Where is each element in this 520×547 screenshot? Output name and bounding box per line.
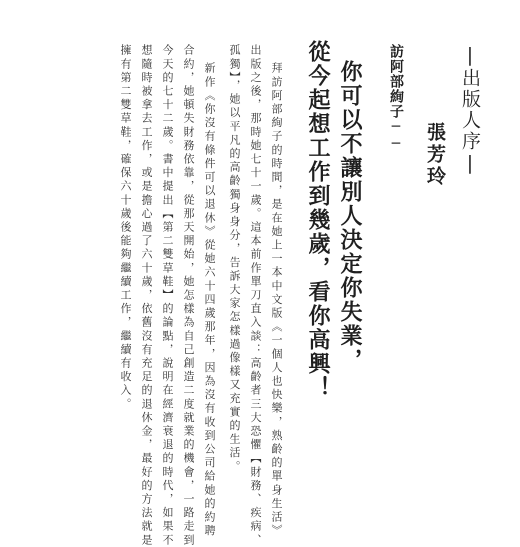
body-line: 拜訪阿部絢子的時間，是在她上一本中文版《一個人也快樂，熟齡的單身生活》 <box>270 62 283 538</box>
body-line: 擁有第二雙草鞋，確保六十歲後能夠繼續工作，繼續有收入。 <box>119 44 132 412</box>
headline-line-1: 你可以不讓別人決定你失業， <box>337 60 363 372</box>
body-line: 孤獨】，她以平凡的高齡獨身身分，告訴大家怎樣過像樣又充實的生活。 <box>228 44 241 474</box>
body-line: 新作《你沒有條件可以退休》從她六十四歲那年，因為沒有收到公司給她的約聘 <box>203 62 216 538</box>
headline-line-2: 從今起想工作到幾歲，看你高興！ <box>305 40 331 400</box>
interview-subtitle: 訪阿部絢子── <box>388 44 404 153</box>
body-line: 出版之後，那時她七十一歲。這本前作單刀直入談：高齡者三大恐懼【財務、疾病、 <box>249 44 262 547</box>
section-title: |出版人序| <box>459 44 481 176</box>
author-name: 張芳玲 <box>424 122 446 188</box>
body-line: 今天的七十二歲。書中提出【第二雙草鞋】的論點，說明在經濟衰退的時代，如果不 <box>161 44 174 547</box>
body-line: 想隨時被拿去工作，或是擔心過了六十歲，依舊沒有充足的退休金，最好的方法就是 <box>140 44 153 547</box>
body-line: 合約，她頓失財務依靠，從那天開始，她怎樣為自己創造二度就業的機會，一路走到 <box>182 44 195 547</box>
